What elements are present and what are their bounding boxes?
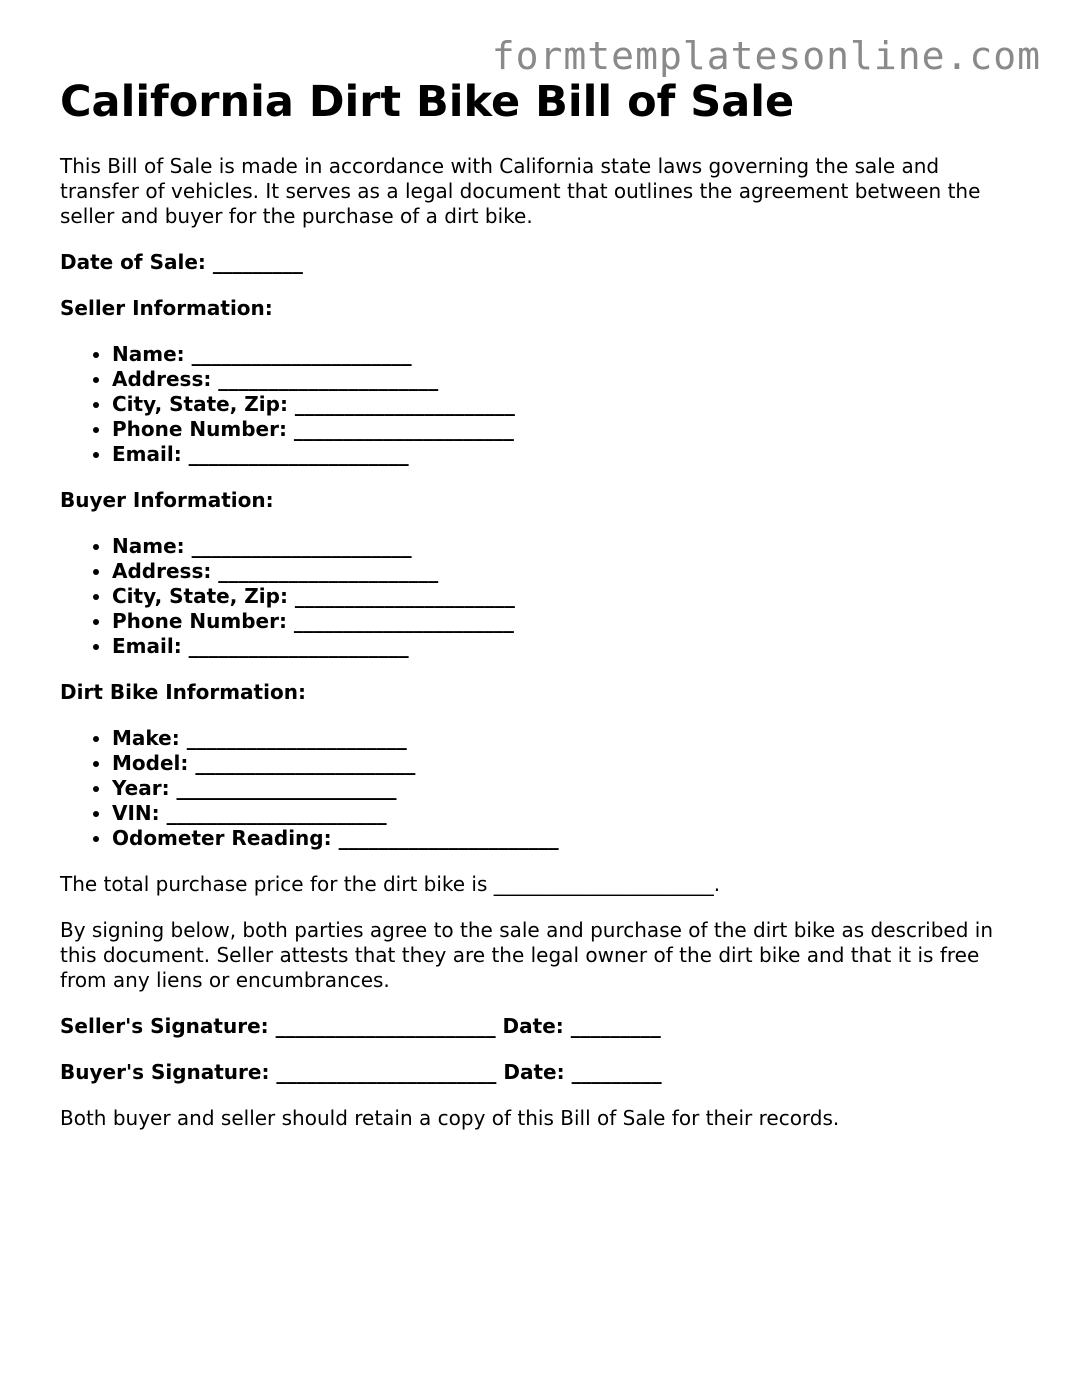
- buyer-email-field: • Email: ______________________: [112, 634, 1020, 659]
- intro-paragraph: This Bill of Sale is made in accordance with California state laws governing the sale and transfer of vehicles. It serves as a legal document that outlines the agreement between the seller and buyer for the purchase of a dirt bike.: [60, 154, 981, 228]
- closing-paragraph: Both buyer and seller should retain a copy of this Bill of Sale for their records.: [60, 1106, 840, 1130]
- buyer-fields-list: [60, 534, 1020, 659]
- buyer-city-state-zip-field: • City, State, Zip: ______________________: [112, 584, 1020, 609]
- buyer-signature-line: Buyer's Signature: ______________________ Date: _________: [60, 1060, 662, 1084]
- seller-heading: Seller Information:: [60, 296, 273, 320]
- agreement-paragraph: By signing below, both parties agree to the sale and purchase of the dirt bike as described in this document. Seller attests that they are the legal owner of the dirt bike and that it is free from any liens or encumbrances.: [60, 918, 994, 992]
- bike-vin-field: • VIN: ______________________: [112, 801, 1020, 826]
- date-of-sale-field: Date of Sale: _________: [60, 250, 303, 274]
- seller-signature-line: Seller's Signature: ______________________ Date: _________: [60, 1014, 661, 1038]
- buyer-address-field: • Address: ______________________: [112, 559, 1020, 584]
- seller-fields-list: [60, 342, 1020, 467]
- watermark: formtemplatesonline.com: [491, 34, 1041, 78]
- seller-name-field: • Name: ______________________: [112, 342, 1020, 367]
- document-body: [60, 74, 1020, 1131]
- buyer-phone-field: • Phone Number: ______________________: [112, 609, 1020, 634]
- seller-address-field: • Address: ______________________: [112, 367, 1020, 392]
- seller-city-state-zip-field: • City, State, Zip: ______________________: [112, 392, 1020, 417]
- seller-email-field: • Email: ______________________: [112, 442, 1020, 467]
- page-title: California Dirt Bike Bill of Sale: [60, 77, 795, 127]
- bike-year-field: • Year: ______________________: [112, 776, 1020, 801]
- bike-make-field: • Make: ______________________: [112, 726, 1020, 751]
- purchase-price-text: The total purchase price for the dirt bike is ______________________.: [60, 872, 721, 896]
- bike-model-field: • Model: ______________________: [112, 751, 1020, 776]
- buyer-name-field: • Name: ______________________: [112, 534, 1020, 559]
- bike-odometer-field: • Odometer Reading: ______________________: [112, 826, 1020, 851]
- buyer-heading: Buyer Information:: [60, 488, 274, 512]
- bike-heading: Dirt Bike Information:: [60, 680, 306, 704]
- seller-phone-field: • Phone Number: ______________________: [112, 417, 1020, 442]
- bike-fields-list: [60, 726, 1020, 851]
